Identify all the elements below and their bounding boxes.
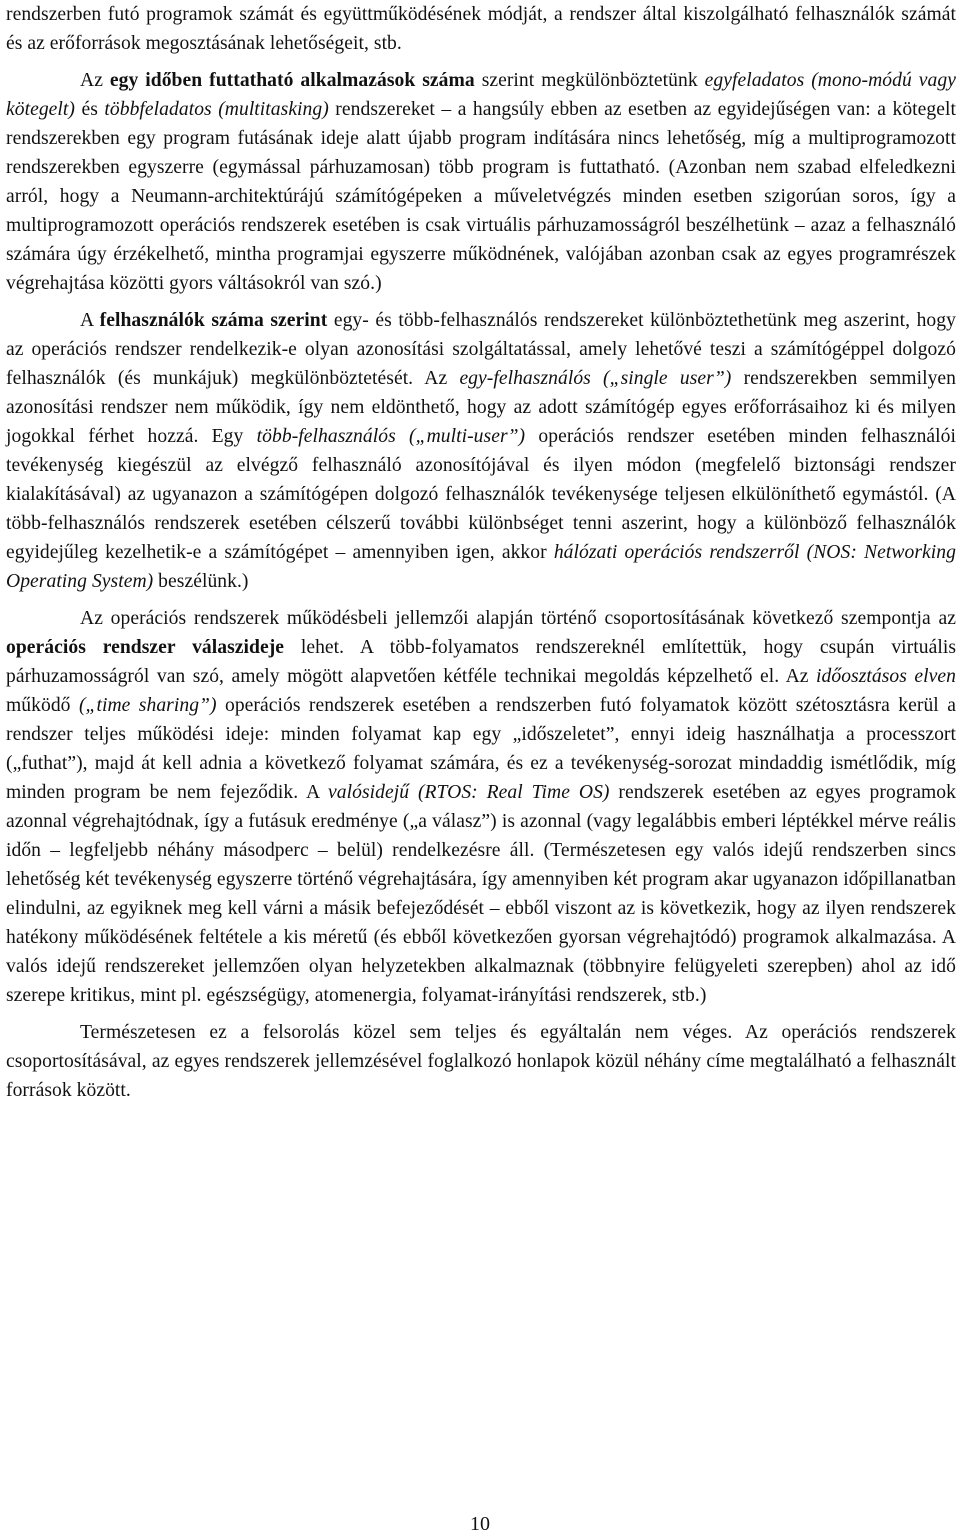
- italic-text: egy-felhasználós („single user”): [459, 368, 732, 389]
- body-text: [6, 0, 956, 1105]
- bold-text: felhasználók száma szerint: [99, 310, 328, 331]
- text-run: operációs rendszerek esetében a rendszerben futó folyamatok között szétosztásra kerül a rendszer teljes működési ideje: minden folyamat kap egy „időszeletet”, ennyi ideig használhatja a processzort („futhat”), majd át kell adnia a következő folyamat számára, és ez a tevékenység-sorozat mindaddig ismétlődik, míg minden program be nem fejeződik. A: [6, 695, 956, 803]
- paragraph: [6, 1018, 956, 1105]
- bold-text: operációs rendszer válaszideje: [6, 637, 285, 658]
- italic-text: több-felhasználós („multi-user”): [256, 426, 526, 447]
- paragraph: [6, 306, 956, 596]
- bold-text: egy időben futtatható alkalmazások száma: [109, 70, 475, 91]
- text-run: rendszerek esetében az egyes programok azonnal végrehajtódnak, így a futásuk eredménye („a válasz”) is azonnal (vagy legalábbis emberi léptékkel mérve reális időn – legfeljebb néhány másodperc – belül) rendelkezésre áll. (Természetesen egy valós idejű rendszerben sincs lehetőség két tevékenység egyszerre történő végrehajtására, így amennyiben két program akar ugyanazon időpillanatban elindulni, az egyiknek meg kell várni a másik befejeződését – ebből viszont az is következik, hogy az ilyen rendszerek hatékony működésének feltétele a kis méretű (és ebből következően gyorsan végrehajtódó) programok alkalmazása. A valós idejű rendszereket jellemzően olyan helyzetekben alkalmaznak (többnyire felügyeleti szerepben) ahol az idő szerepe kritikus, mint pl. egészségügy, atomenergia, folyamat-irányítási rendszerek, stb.): [6, 782, 956, 1006]
- text-run: Természetesen ez a felsorolás közel sem teljes és egyáltalán nem véges. Az operációs rendszerek csoportosításával, az egyes rendszerek jellemzésével foglalkozó honlapok közül néhány címe megtalálható a felhasznált források között.: [6, 1022, 956, 1101]
- text-run: rendszereket – a hangsúly ebben az esetben az egyidejűségen van: a kötegelt rendszerekben egy program futásának ideje alatt újabb program indítására nincs lehetőség, míg a multiprogramozott rendszerekben egyszerre (egymással párhuzamosan) több program is futtatható. (Azonban nem szabad elfeledkezni arról, hogy a Neumann-architektúrájú számítógépeken a műveletvégzés minden esetben szigorúan soros, így a multiprogramozott operációs rendszerek esetében is csak virtuális párhuzamosságról beszélhetünk – azaz a felhasználó számára úgy érzékelhető, mintha programjai egyszerre működnének, valójában azonban csak az egyes programrészek végrehajtása közötti gyors váltásokról van szó.): [6, 99, 956, 294]
- italic-text: hálózati operációs rendszerről (NOS: Networking Operating System): [6, 542, 956, 592]
- text-run: operációs rendszer esetében minden felhasználói tevékenység kiegészül az elvégző felhasználó azonosítójával és ilyen módon (megfelelő biztonsági rendszer kialakításával) az ugyanazon a számítógépen dolgozó felhasználók tevékenysége teljesen elkülöníthető egymástól. (A több-felhasználós rendszerek esetében célszerű további különbséget tenni aszerint, hogy a különböző felhasználók egyidejűleg kezelhetik-e a számítógépet – amennyiben igen, akkor: [6, 426, 956, 563]
- text-run: Az: [80, 70, 110, 91]
- text-run: és: [75, 99, 105, 120]
- paragraph: [6, 66, 956, 298]
- text-run: Az operációs rendszerek működésbeli jellemzői alapján történő csoportosításának következő szempontja az: [80, 608, 956, 629]
- paragraph: [6, 0, 956, 58]
- text-run: egy- és több-felhasználós rendszereket különböztethetünk meg aszerint, hogy az operációs rendszer rendelkezik-e olyan azonosítási szolgáltatással, amely lehetővé teszi a számítógéppel dolgozó felhasználók (és munkájuk) megkülönböztetését. Az: [6, 310, 956, 389]
- page-number: 10: [470, 1513, 490, 1535]
- text-run: rendszerben futó programok számát és együttműködésének módját, a rendszer által kiszolgálható felhasználók számát és az erőforrások megosztásának lehetőségeit, stb.: [6, 4, 956, 54]
- italic-text: többfeladatos (multitasking): [104, 99, 329, 120]
- italic-text: („time sharing”): [78, 695, 217, 716]
- text-run: rendszerekben semmilyen azonosítási rendszer nem működik, így nem eldönthető, hogy az adott számítógép egyes erőforrásaihoz ki és milyen jogokkal férhet hozzá. Egy: [6, 368, 957, 447]
- italic-text: időosztásos elven: [816, 666, 957, 687]
- text-run: lehet. A több-folyamatos rendszereknél említettük, hogy csupán virtuális párhuzamosságról van szó, amely mögött alapvetően kétféle technikai megoldás képzelhető el. Az: [6, 637, 956, 687]
- italic-text: valósidejű (RTOS: Real Time OS): [328, 782, 610, 803]
- italic-text: egyfeladatos (mono-módú vagy kötegelt): [6, 70, 956, 120]
- text-run: beszélünk.): [153, 571, 249, 592]
- text-run: A: [80, 310, 100, 331]
- text-run: működő: [6, 695, 79, 716]
- text-run: szerint megkülönböztetünk: [474, 70, 705, 91]
- paragraph: [6, 604, 956, 1010]
